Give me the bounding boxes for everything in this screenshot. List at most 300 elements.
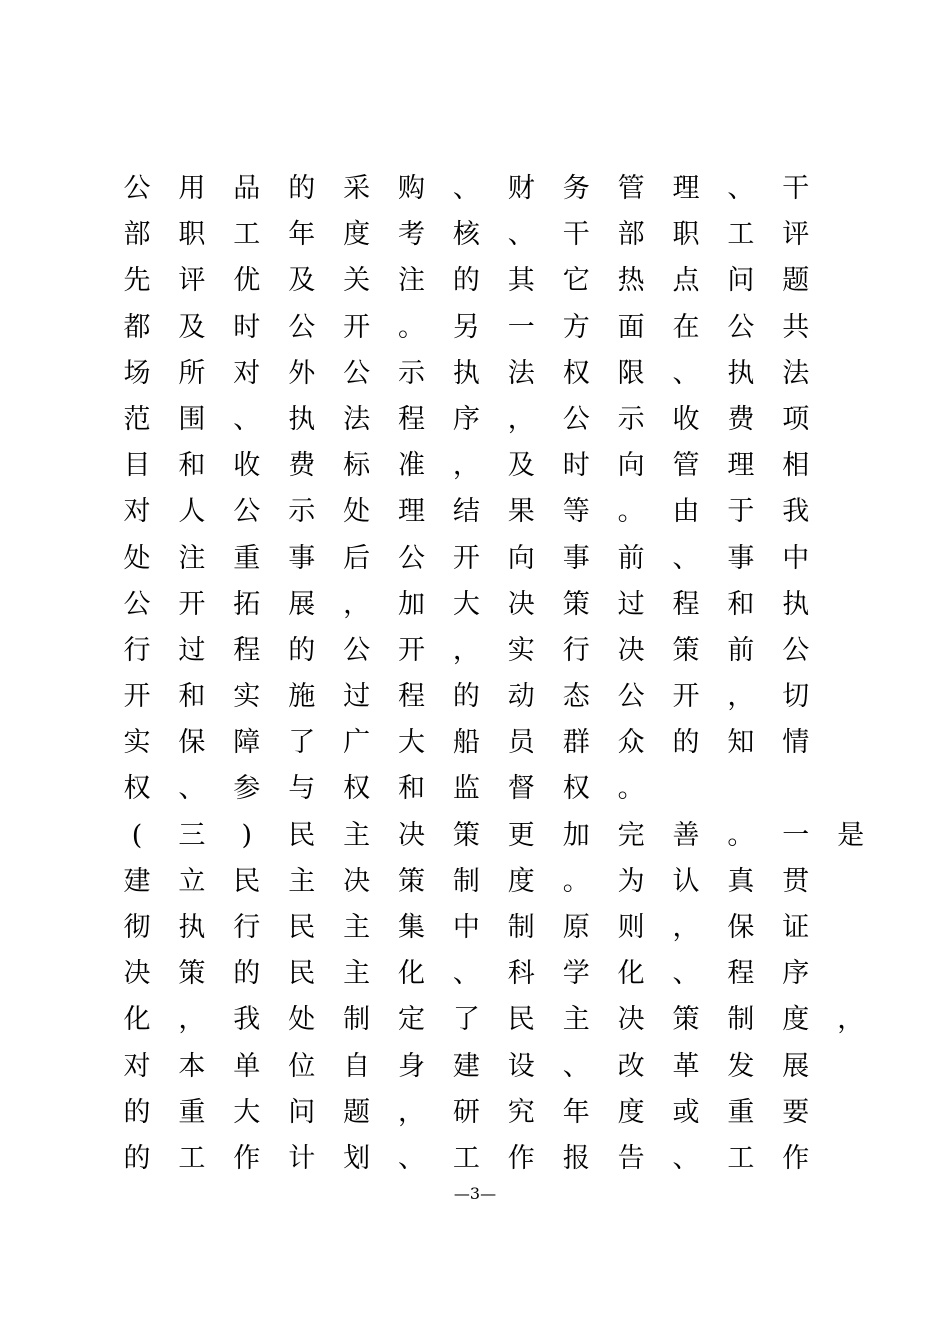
- text-char: 行: [562, 634, 590, 666]
- text-char: 证: [782, 912, 810, 943]
- text-char: 公: [123, 588, 151, 620]
- text-char: 彻: [123, 912, 151, 943]
- text-char: 民: [288, 912, 316, 943]
- text-char: 公: [782, 634, 810, 666]
- page-number: —3—: [453, 1184, 497, 1203]
- text-char: 。: [617, 496, 645, 528]
- text-char: 知: [727, 727, 755, 759]
- text-char: 革: [672, 1050, 700, 1082]
- text-char: 的: [452, 681, 480, 713]
- text-char: 民: [507, 1004, 535, 1036]
- text-char: 、: [562, 1050, 590, 1082]
- text-char: 中: [452, 912, 480, 943]
- text-char: 管: [672, 450, 700, 482]
- text-char: 点: [672, 265, 700, 297]
- text-char: 公: [398, 542, 425, 574]
- text-char: 和: [398, 773, 425, 805]
- text-char: 民: [288, 958, 316, 990]
- text-char: 群: [562, 727, 590, 759]
- text-char: 及: [178, 311, 206, 343]
- text-char: 限: [617, 357, 645, 389]
- document-body: [120, 166, 865, 1182]
- text-char: 切: [782, 681, 810, 713]
- text-char: 制: [727, 1004, 755, 1036]
- text-char: 重: [233, 542, 261, 574]
- text-char: 等: [562, 496, 590, 528]
- text-char: 前: [617, 542, 645, 574]
- text-char: 程: [233, 634, 261, 666]
- text-char: 计: [288, 1142, 316, 1174]
- text-char: 共: [782, 311, 810, 343]
- text-line: [120, 720, 860, 766]
- text-char: ，: [507, 403, 535, 435]
- text-char: 我: [233, 1004, 261, 1036]
- text-char: 程: [727, 958, 755, 990]
- text-char: 主: [343, 819, 371, 851]
- text-char: 发: [727, 1050, 755, 1082]
- text-char: 公: [562, 403, 590, 435]
- text-char: 对: [123, 496, 151, 528]
- text-char: ，: [178, 1004, 206, 1036]
- text-char: 决: [617, 1004, 645, 1036]
- text-char: 开: [452, 542, 480, 574]
- text-char: 度: [507, 865, 535, 897]
- text-char: 建: [123, 865, 151, 897]
- text-char: 面: [617, 311, 645, 343]
- text-char: 目: [123, 450, 151, 482]
- text-char: 范: [123, 403, 151, 435]
- text-char: 决: [343, 865, 371, 897]
- text-char: 工: [233, 219, 261, 251]
- text-char: 权: [562, 773, 590, 805]
- text-line: [120, 489, 860, 535]
- text-char: 先: [123, 265, 151, 297]
- text-char: 结: [452, 496, 480, 528]
- text-char: 法: [782, 357, 810, 389]
- text-char: 购: [398, 173, 425, 204]
- text-char: 中: [782, 542, 810, 574]
- text-char: 务: [562, 173, 590, 204]
- text-char: 建: [452, 1050, 480, 1082]
- text-line: [120, 1044, 860, 1090]
- text-char: 用: [178, 173, 206, 204]
- text-char: 处: [288, 1004, 316, 1036]
- text-char: 、: [233, 403, 261, 435]
- text-char: 方: [562, 311, 590, 343]
- text-char: 了: [452, 1004, 480, 1036]
- text-char: 与: [288, 773, 316, 805]
- text-char: 策: [452, 819, 480, 851]
- text-char: 主: [343, 958, 371, 990]
- text-char: 定: [398, 1004, 425, 1036]
- text-char: 度: [782, 1004, 810, 1036]
- text-char: 一: [507, 311, 535, 343]
- text-char: 单: [233, 1050, 261, 1082]
- text-char: 程: [398, 681, 425, 713]
- text-char: 场: [123, 357, 151, 389]
- text-char: 人: [178, 496, 206, 528]
- text-char: 的: [123, 1096, 151, 1128]
- text-char: 决: [398, 819, 425, 851]
- text-char: ，: [452, 634, 480, 666]
- text-char: 策: [672, 634, 700, 666]
- text-char: 理: [727, 450, 755, 482]
- text-char: 外: [288, 357, 316, 389]
- text-char: 热: [617, 265, 645, 297]
- text-char: 化: [398, 958, 425, 990]
- text-char: 船: [452, 727, 480, 759]
- text-char: 真: [727, 865, 755, 897]
- text-char: 障: [233, 727, 261, 759]
- text-char: 保: [178, 727, 206, 759]
- text-char: 制: [507, 912, 535, 943]
- text-char: 、: [452, 173, 480, 204]
- text-char: 、: [727, 173, 755, 204]
- text-char: 费: [288, 450, 316, 482]
- text-char: 众: [617, 727, 645, 759]
- text-char: 年: [288, 219, 316, 251]
- text-char: 决: [507, 588, 535, 620]
- text-line: [120, 1136, 860, 1182]
- text-char: 开: [178, 588, 206, 620]
- text-line: [120, 305, 860, 351]
- text-char: 公: [617, 681, 645, 713]
- text-char: 集: [398, 912, 425, 943]
- text-char: 权: [123, 773, 151, 805]
- text-char: 收: [672, 403, 700, 435]
- text-char: 加: [562, 819, 590, 851]
- text-char: 时: [233, 311, 261, 343]
- text-char: 干: [562, 219, 590, 251]
- text-char: 问: [727, 265, 755, 297]
- text-char: 重: [727, 1096, 755, 1128]
- text-char: 的: [672, 727, 700, 759]
- text-char: 员: [507, 727, 535, 759]
- text-char: 行: [123, 634, 151, 666]
- text-char: 的: [233, 958, 261, 990]
- text-char: 加: [398, 588, 425, 620]
- text-char: 标: [343, 450, 371, 482]
- text-char: 策: [672, 1004, 700, 1036]
- text-char: 设: [507, 1050, 535, 1082]
- text-char: 自: [343, 1050, 371, 1082]
- text-char: ): [241, 819, 253, 851]
- text-char: 对: [233, 357, 261, 389]
- text-char: 情: [782, 727, 810, 759]
- text-char: 公: [343, 634, 371, 666]
- text-char: 原: [562, 912, 590, 943]
- text-char: 所: [178, 357, 206, 389]
- text-char: 开: [343, 311, 371, 343]
- text-char: 示: [288, 496, 316, 528]
- text-char: 作: [233, 1142, 261, 1174]
- text-char: 策: [562, 588, 590, 620]
- text-char: ，: [398, 1096, 425, 1128]
- text-char: 划: [343, 1142, 371, 1174]
- text-char: 部: [617, 219, 645, 251]
- text-char: 态: [562, 681, 590, 713]
- text-char: 督: [507, 773, 535, 805]
- text-char: 研: [452, 1096, 480, 1128]
- text-line: [120, 397, 860, 443]
- text-char: 及: [507, 450, 535, 482]
- text-char: 权: [343, 773, 371, 805]
- text-line: [120, 443, 860, 489]
- text-char: 向: [507, 542, 535, 574]
- text-char: 、: [452, 958, 480, 990]
- text-char: 都: [123, 311, 151, 343]
- text-char: 其: [507, 265, 535, 297]
- text-char: 则: [617, 912, 645, 943]
- text-char: 序: [452, 403, 480, 435]
- text-char: 前: [727, 634, 755, 666]
- text-char: 行: [233, 912, 261, 943]
- text-char: 和: [178, 681, 206, 713]
- text-char: 动: [507, 681, 535, 713]
- text-char: ，: [343, 588, 371, 620]
- text-char: 干: [782, 173, 810, 204]
- text-char: 职: [672, 219, 700, 251]
- text-char: 主: [343, 912, 371, 943]
- text-char: 展: [782, 1050, 810, 1082]
- text-char: 执: [452, 357, 480, 389]
- text-char: 民: [288, 819, 316, 851]
- text-char: 在: [672, 311, 700, 343]
- text-char: 作: [507, 1142, 535, 1174]
- text-char: 善: [672, 819, 700, 851]
- text-char: 过: [343, 681, 371, 713]
- text-line: [120, 258, 860, 304]
- text-char: 事: [288, 542, 316, 574]
- text-char: 。: [727, 819, 755, 851]
- text-char: 事: [562, 542, 590, 574]
- text-char: 费: [727, 403, 755, 435]
- text-char: 对: [123, 1050, 151, 1082]
- text-char: 位: [288, 1050, 316, 1082]
- text-char: 开: [398, 634, 425, 666]
- text-char: 究: [507, 1096, 535, 1128]
- text-line: [120, 1090, 860, 1136]
- text-char: 另: [452, 311, 480, 343]
- text-char: 优: [233, 265, 261, 297]
- text-char: 后: [343, 542, 371, 574]
- text-char: 注: [398, 265, 425, 297]
- text-char: 工: [727, 219, 755, 251]
- text-char: 施: [288, 681, 316, 713]
- text-char: 示: [398, 357, 425, 389]
- text-char: 题: [343, 1096, 371, 1128]
- text-char: 、: [178, 773, 206, 805]
- text-char: 及: [288, 265, 316, 297]
- text-line: [120, 951, 860, 997]
- text-char: 处: [123, 542, 151, 574]
- text-char: 本: [178, 1050, 206, 1082]
- text-char: 执: [288, 403, 316, 435]
- text-char: 法: [507, 357, 535, 389]
- text-char: 向: [617, 450, 645, 482]
- text-char: 三: [178, 819, 206, 851]
- text-char: 题: [782, 265, 810, 297]
- text-char: 为: [617, 865, 645, 897]
- text-char: 一: [782, 819, 810, 851]
- text-char: ，: [672, 912, 700, 943]
- text-char: 、: [507, 219, 535, 251]
- text-char: 工: [178, 1142, 206, 1174]
- text-char: 改: [617, 1050, 645, 1082]
- text-char: 立: [178, 865, 206, 897]
- text-line: [120, 536, 860, 582]
- text-char: 法: [343, 403, 371, 435]
- text-char: 主: [288, 865, 316, 897]
- text-char: 要: [782, 1096, 810, 1128]
- text-char: 注: [178, 542, 206, 574]
- text-char: 的: [452, 265, 480, 297]
- text-char: 执: [782, 588, 810, 620]
- text-char: ，: [727, 681, 755, 713]
- text-char: 和: [178, 450, 206, 482]
- text-char: 。: [398, 311, 425, 343]
- text-char: 的: [288, 173, 316, 204]
- text-char: 认: [672, 865, 700, 897]
- text-char: ，: [837, 1004, 865, 1036]
- text-char: 程: [672, 588, 700, 620]
- text-char: 理: [398, 496, 425, 528]
- text-char: 年: [562, 1096, 590, 1128]
- text-char: 、: [672, 1142, 700, 1174]
- text-char: 部: [123, 219, 151, 251]
- text-char: 报: [562, 1142, 590, 1174]
- text-char: 权: [562, 357, 590, 389]
- text-char: 围: [178, 403, 206, 435]
- text-char: 是: [837, 819, 865, 851]
- text-char: 开: [672, 681, 700, 713]
- text-char: 它: [562, 265, 590, 297]
- text-char: 化: [617, 958, 645, 990]
- text-char: 过: [617, 588, 645, 620]
- text-char: 理: [672, 173, 700, 204]
- text-line: [120, 905, 860, 951]
- text-char: 核: [452, 219, 480, 251]
- text-char: 项: [782, 403, 810, 435]
- text-char: 或: [672, 1096, 700, 1128]
- text-char: 告: [617, 1142, 645, 1174]
- text-char: 贯: [782, 865, 810, 897]
- text-char: 决: [123, 958, 151, 990]
- text-char: 过: [178, 634, 206, 666]
- text-char: 决: [617, 634, 645, 666]
- text-char: 公: [727, 311, 755, 343]
- text-char: 的: [123, 1142, 151, 1174]
- text-char: 序: [782, 958, 810, 990]
- text-line: [120, 766, 860, 812]
- text-char: 大: [233, 1096, 261, 1128]
- text-line: [120, 351, 860, 397]
- text-char: 实: [233, 681, 261, 713]
- text-char: 考: [398, 219, 425, 251]
- text-char: 我: [782, 496, 810, 528]
- text-char: 公: [288, 311, 316, 343]
- text-line: [120, 212, 860, 258]
- text-char: 策: [398, 865, 425, 897]
- text-char: 大: [452, 588, 480, 620]
- text-char: 、: [672, 542, 700, 574]
- text-char: 执: [727, 357, 755, 389]
- text-line: [120, 859, 860, 905]
- text-char: 展: [288, 588, 316, 620]
- text-char: 于: [727, 496, 755, 528]
- text-line: [120, 628, 860, 674]
- text-char: ，: [452, 450, 480, 482]
- text-char: 民: [233, 865, 261, 897]
- text-char: 重: [178, 1096, 206, 1128]
- text-char: 策: [178, 958, 206, 990]
- text-char: 开: [123, 681, 151, 713]
- text-char: 化: [123, 1004, 151, 1036]
- text-char: 、: [672, 958, 700, 990]
- text-char: 科: [507, 958, 535, 990]
- text-char: 实: [123, 727, 151, 759]
- text-char: 的: [288, 634, 316, 666]
- text-char: 财: [507, 173, 535, 204]
- text-char: (: [131, 819, 143, 851]
- text-char: 作: [782, 1142, 810, 1174]
- text-char: 示: [617, 403, 645, 435]
- text-char: 工: [727, 1142, 755, 1174]
- text-char: 大: [398, 727, 425, 759]
- text-char: 准: [398, 450, 425, 482]
- text-char: 学: [562, 958, 590, 990]
- text-char: 时: [562, 450, 590, 482]
- text-char: 和: [727, 588, 755, 620]
- text-char: 处: [343, 496, 371, 528]
- text-char: 监: [452, 773, 480, 805]
- text-char: 评: [178, 265, 206, 297]
- text-char: 身: [398, 1050, 425, 1082]
- text-char: 、: [398, 1142, 425, 1174]
- text-char: 制: [452, 865, 480, 897]
- text-char: 工: [452, 1142, 480, 1174]
- text-line: [120, 582, 860, 628]
- text-char: 事: [727, 542, 755, 574]
- text-char: 由: [672, 496, 700, 528]
- text-char: 实: [507, 634, 535, 666]
- text-char: 。: [562, 865, 590, 897]
- text-line: [120, 813, 865, 859]
- text-char: 。: [617, 773, 645, 805]
- text-char: 管: [617, 173, 645, 204]
- text-char: 更: [507, 819, 535, 851]
- text-char: 参: [233, 773, 261, 805]
- text-line: [120, 166, 860, 212]
- text-char: 果: [507, 496, 535, 528]
- text-char: 职: [178, 219, 206, 251]
- text-char: 相: [782, 450, 810, 482]
- text-char: 问: [288, 1096, 316, 1128]
- text-char: 拓: [233, 588, 261, 620]
- text-char: 公: [123, 173, 151, 204]
- text-char: 、: [672, 357, 700, 389]
- text-char: 广: [343, 727, 371, 759]
- text-char: 采: [343, 173, 371, 204]
- text-char: 了: [288, 727, 316, 759]
- text-char: 关: [343, 265, 371, 297]
- text-char: 度: [343, 219, 371, 251]
- text-char: 执: [178, 912, 206, 943]
- text-char: 完: [617, 819, 645, 851]
- text-char: 公: [233, 496, 261, 528]
- text-char: 主: [562, 1004, 590, 1036]
- text-char: 品: [233, 173, 261, 204]
